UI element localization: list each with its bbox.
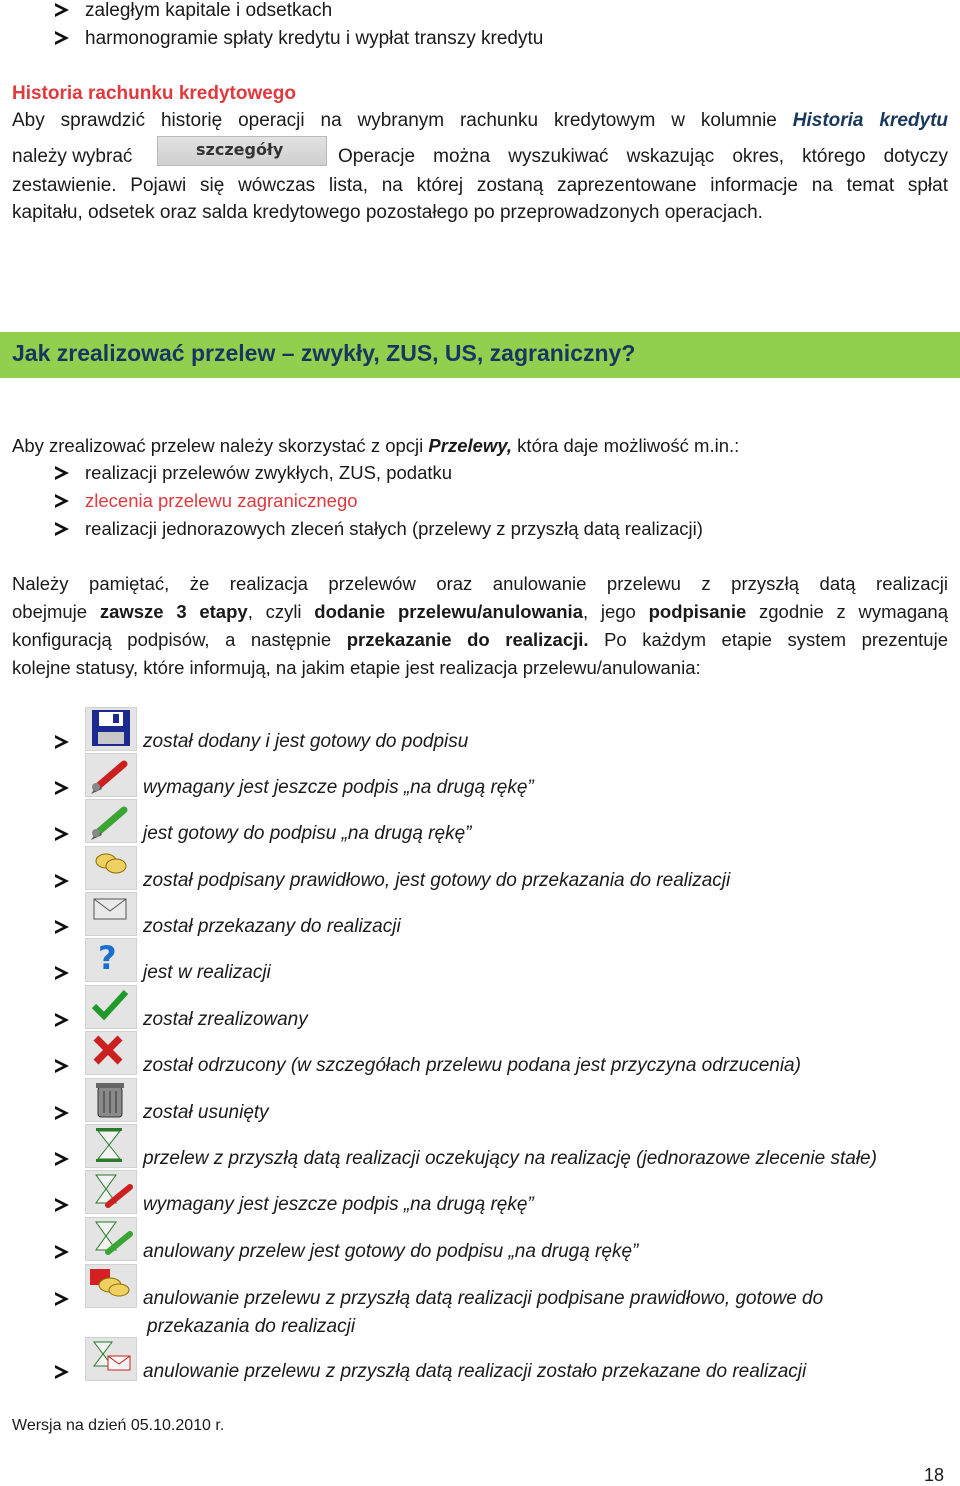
- paragraph-line: Operacje można wyszukiwać wskazując okres, którego dotyczy: [338, 146, 948, 167]
- list-item: zlecenia przelewu zagranicznego: [85, 490, 358, 511]
- text: , czyli: [247, 601, 315, 622]
- status-text: anulowany przelew jest gotowy do podpisu „na drugą rękę”: [143, 1241, 639, 1262]
- red-pen-icon: [85, 753, 137, 797]
- list-item: realizacji jednorazowych zleceń stałych (przelewy z przyszłą datą realizacji): [85, 518, 703, 539]
- section-heading: Historia rachunku kredytowego: [12, 83, 297, 104]
- status-text: został usunięty: [143, 1102, 269, 1123]
- list-item: realizacji przelewów zwykłych, ZUS, podatku: [85, 462, 453, 483]
- green-check-icon: [85, 985, 137, 1029]
- emphasis: zawsze 3 etapy: [99, 601, 248, 622]
- status-text: jest w realizacji: [143, 962, 271, 983]
- status-text: anulowanie przelewu z przyszłą datą realizacji podpisane prawidłowo, gotowe do: [143, 1288, 824, 1309]
- status-text-continued: przekazania do realizacji: [147, 1316, 356, 1337]
- status-text: został dodany i jest gotowy do podpisu: [143, 731, 469, 752]
- status-text: został zrealizowany: [143, 1009, 308, 1030]
- question-mark-icon: [85, 938, 137, 982]
- paragraph-line: [12, 629, 948, 651]
- intro-text: [12, 435, 739, 457]
- emphasis: Przelewy,: [428, 435, 513, 456]
- paragraph-line: kapitału, odsetek oraz salda kredytowego pozostałego po przeprowadzonych operacjach.: [12, 202, 763, 223]
- text: która daje możliwość m.in.:: [512, 435, 740, 456]
- status-text: został podpisany prawidłowo, jest gotowy do przekazania do realizacji: [143, 870, 731, 891]
- trash-bin-icon: [85, 1078, 137, 1122]
- floppy-disk-icon: [85, 707, 137, 751]
- text: Po każdym etapie system prezentuje: [588, 629, 948, 650]
- emphasis: przekazanie do realizacji.: [346, 629, 589, 650]
- red-x-icon: [85, 1031, 137, 1075]
- red-handshake-icon: [85, 1264, 137, 1308]
- text: obejmuje: [12, 601, 100, 622]
- text: zgodnie z wymaganą: [746, 601, 948, 622]
- text: , jego: [582, 601, 649, 622]
- version-footer: Wersja na dzień 05.10.2010 r.: [12, 1417, 225, 1434]
- status-text: został przekazany do realizacji: [143, 916, 401, 937]
- paragraph-line: [12, 601, 948, 623]
- list-item: harmonogramie spłaty kredytu i wypłat transzy kredytu: [85, 28, 544, 49]
- hourglass-red-pen-icon: [85, 1170, 137, 1214]
- details-button-label: szczegóły: [196, 140, 284, 159]
- hourglass-icon: [85, 1124, 137, 1168]
- status-text: anulowanie przelewu z przyszłą datą realizacji zostało przekazane do realizacji: [143, 1361, 807, 1382]
- green-pen-icon: [85, 799, 137, 843]
- banner-title: Jak zrealizować przelew – zwykły, ZUS, US, zagraniczny?: [12, 340, 636, 366]
- page-number: 18: [924, 1465, 945, 1485]
- status-text: wymagany jest jeszcze podpis „na drugą rękę”: [143, 777, 534, 798]
- text: Aby sprawdzić historię operacji na wybranym rachunku kredytowym w kolumnie: [12, 110, 793, 131]
- paragraph-line: Należy pamiętać, że realizacja przelewów oraz anulowanie przelewu z przyszłą datą realizacji: [12, 573, 948, 594]
- text: Aby zrealizować przelew należy skorzystać z opcji: [12, 435, 429, 456]
- status-text: został odrzucony (w szczegółach przelewu podana jest przyczyna odrzucenia): [143, 1055, 801, 1076]
- envelope-icon: [85, 892, 137, 936]
- emphasis: dodanie przelewu/anulowania: [314, 601, 583, 622]
- emphasis: podpisanie: [648, 601, 747, 622]
- status-text: wymagany jest jeszcze podpis „na drugą rękę”: [143, 1194, 534, 1215]
- handshake-icon: [85, 846, 137, 890]
- svg-text:?: ?: [98, 939, 117, 977]
- hourglass-green-pen-icon: [85, 1217, 137, 1261]
- emphasis: Historia kredytu: [792, 110, 948, 131]
- paragraph-line: [12, 110, 948, 132]
- paragraph-line: kolejne statusy, które informują, na jakim etapie jest realizacja przelewu/anulowania:: [12, 657, 701, 678]
- paragraph-line: należy wybrać: [12, 146, 133, 167]
- text: konfiguracją podpisów, a następnie: [12, 629, 347, 650]
- status-text: jest gotowy do podpisu „na drugą rękę”: [143, 823, 472, 844]
- details-button[interactable]: [157, 136, 327, 166]
- list-item: zaległym kapitale i odsetkach: [85, 0, 333, 21]
- hourglass-envelope-icon: [85, 1337, 137, 1381]
- status-text: przelew z przyszłą datą realizacji oczekujący na realizację (jednorazowe zlecenie stałe): [143, 1148, 877, 1169]
- paragraph-line: zestawienie. Pojawi się wówczas lista, na której zostaną zaprezentowane informacje na temat spłat: [12, 175, 948, 196]
